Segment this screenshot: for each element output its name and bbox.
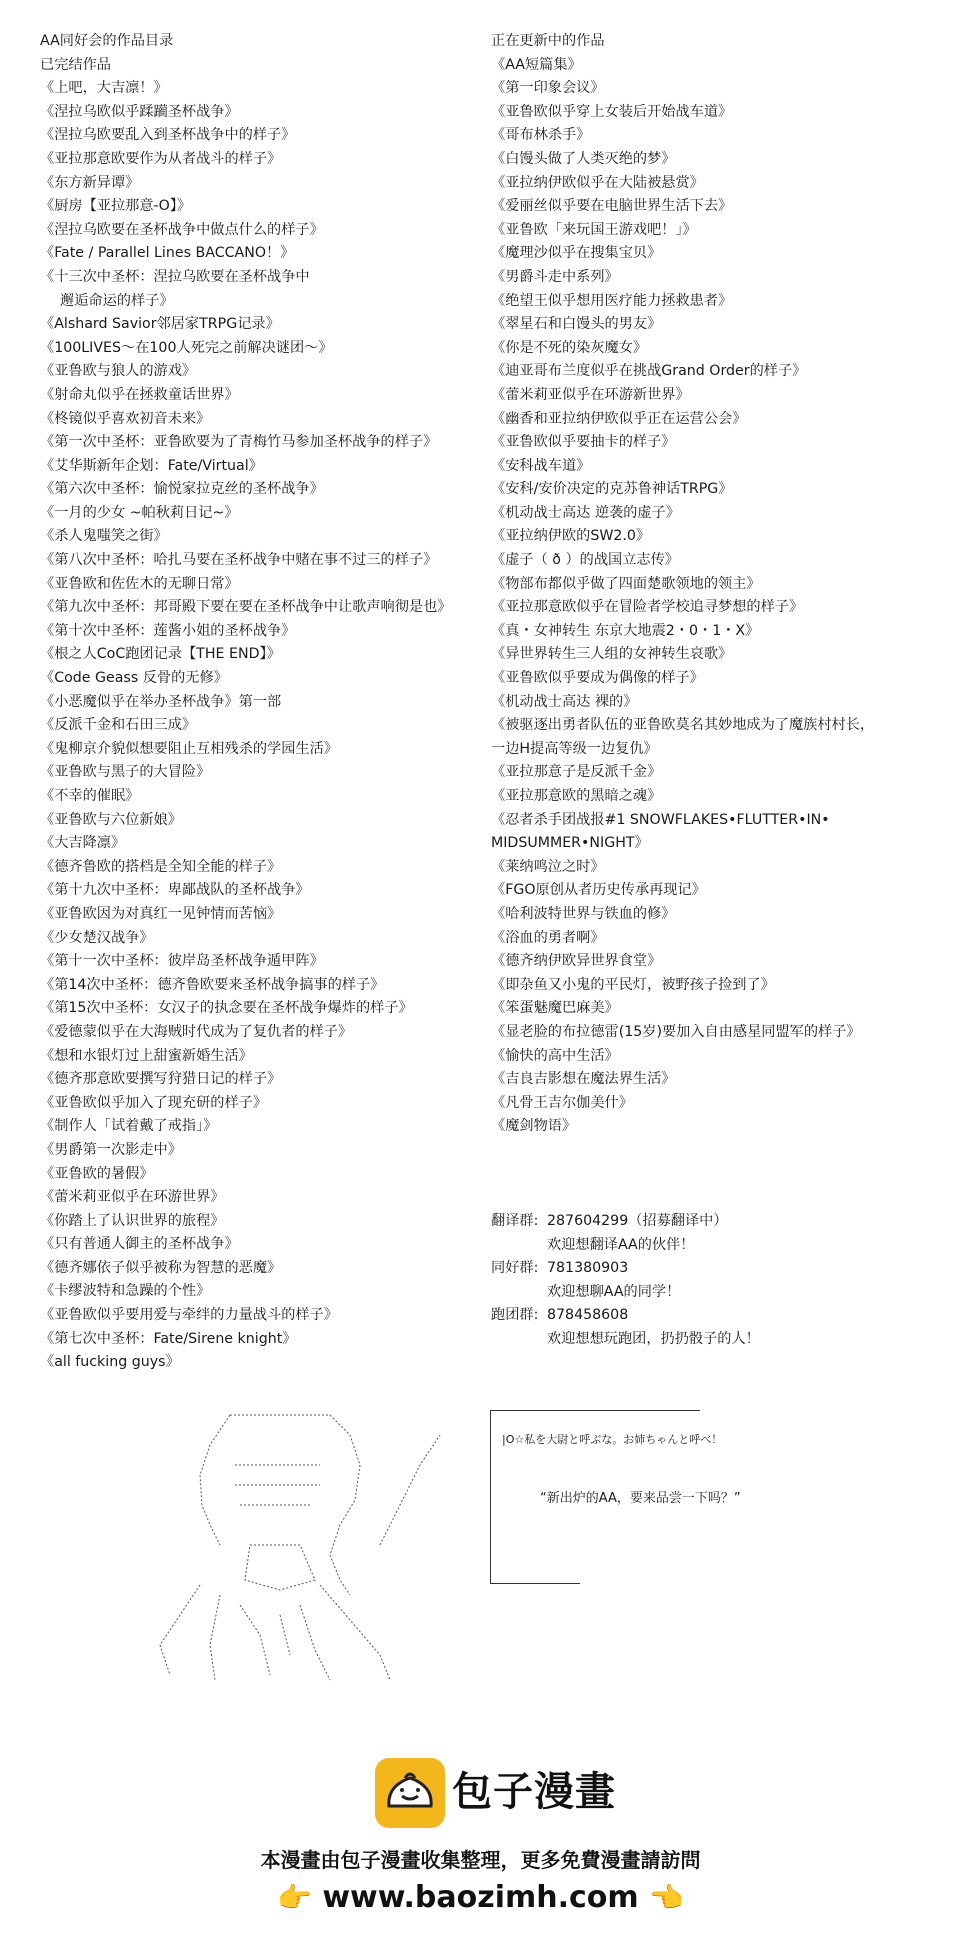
completed-work-item: 《射命丸似乎在拯救童话世界》 xyxy=(40,386,239,403)
ongoing-work-item: 《显老脸的布拉德雷(15岁)要加入自由感星同盟军的样子》 xyxy=(491,1023,861,1040)
collection-notice: 本漫畫由包子漫畫收集整理，更多免費漫畫請訪問 xyxy=(260,1848,701,1872)
figure-left-arm-stroke xyxy=(160,1585,220,1680)
completed-work-item: 《爱德蒙似乎在大海贼时代成为了复仇者的样子》 xyxy=(40,1023,353,1040)
completed-work-item: 《all fucking guys》 xyxy=(40,1354,180,1371)
completed-work-item: 《德齐娜依子似乎被称为智慧的恶魔》 xyxy=(40,1259,282,1276)
ongoing-works-column xyxy=(491,30,951,1139)
ongoing-work-item: 《爱丽丝似乎要在电脑世界生活下去》 xyxy=(491,198,733,215)
completed-work-item: 《涅拉乌欧似乎蹂躏圣杯战争》 xyxy=(40,103,239,120)
ongoing-work-heading: 正在更新中的作品 xyxy=(491,33,605,49)
completed-work-item: 《涅拉乌欧要在圣杯战争中做点什么的样子》 xyxy=(40,221,324,238)
completed-work-item: 《鬼柳京介貌似想要阻止互相残杀的学园生活》 xyxy=(40,740,338,757)
speech-box-bottom-border xyxy=(490,1583,580,1584)
completed-work-item: 《小恶魔似乎在举办圣杯战争》第一部 xyxy=(40,693,282,710)
ongoing-work-item: 《亚拉那意欧的黑暗之魂》 xyxy=(491,788,662,804)
ongoing-work-item: 《吉良吉影想在魔法界生活》 xyxy=(491,1071,676,1088)
completed-work-item: 《不幸的催眠》 xyxy=(40,788,140,804)
completed-work-item: 《100LIVES～在100人死完之前解决谜团～》 xyxy=(40,339,333,356)
completed-work-item: 《第十次中圣杯：莲酱小姐的圣杯战争》 xyxy=(40,622,296,639)
translate-group-number: 287604299（招募翻译中） xyxy=(547,1213,728,1229)
figure-hair-left-stroke xyxy=(200,1415,230,1545)
completed-work-item: 《蕾米莉亚似乎在环游世界》 xyxy=(40,1189,225,1206)
figure-speech-pointer xyxy=(380,1435,440,1545)
completed-work-item: 《涅拉乌欧要乱入到圣杯战争中的样子》 xyxy=(40,127,296,144)
completed-work-item: 《第14次中圣杯：德齐鲁欧要来圣杯战争搞事的样子》 xyxy=(40,976,385,993)
ongoing-work-item: 《虚子（ ð ）的战国立志传》 xyxy=(491,552,679,569)
speech-box-small-text: |O☆私を大尉と呼ぶな。お姉ちゃんと呼べ！ xyxy=(502,1433,723,1446)
completed-work-item: 《杀人鬼嗤笑之街》 xyxy=(40,528,168,545)
ongoing-work-item: 《即杂鱼又小鬼的平民灯，被野孩子捡到了》 xyxy=(491,976,775,993)
ongoing-work-item: 《第一印象会议》 xyxy=(491,80,605,97)
fan-group-number: 781380903 xyxy=(547,1260,629,1277)
ongoing-work-item: 《亚拉纳伊欧似乎在大陆被悬赏》 xyxy=(491,174,704,191)
completed-work-item: 《反派千金和石田三成》 xyxy=(40,717,197,734)
ongoing-work-item: 《亚鲁欧似乎穿上女装后开始战车道》 xyxy=(491,103,733,120)
completed-work-item: 《你踏上了认识世界的旅程》 xyxy=(40,1212,225,1229)
completed-work-item: 《Fate / Parallel Lines BACCANO！》 xyxy=(40,245,295,262)
completed-work-item: 《艾华斯新年企划：Fate/Virtual》 xyxy=(40,457,263,474)
completed-work-item: 《十三次中圣杯：涅拉乌欧要在圣杯战争中 xyxy=(40,268,310,285)
speech-box-top-border xyxy=(490,1410,700,1411)
trpg-group-message: 欢迎想想玩跑团，扔扔骰子的人！ xyxy=(547,1330,760,1347)
trpg-group-number: 878458608 xyxy=(547,1307,629,1324)
completed-work-item: 《上吧，大吉凛！》 xyxy=(40,80,168,97)
completed-work-item: 《少女楚汉战争》 xyxy=(40,929,154,946)
site-url-link[interactable]: www.baozimh.com xyxy=(322,1880,639,1915)
ongoing-work-item: 《凡骨王吉尔伽美什》 xyxy=(491,1094,633,1111)
ongoing-work-item: 《浴血的勇者啊》 xyxy=(491,929,605,946)
figure-lower-strokes xyxy=(240,1605,290,1675)
ongoing-work-item: 《幽香和亚拉纳伊欧似乎正在运营公会》 xyxy=(491,410,747,427)
completed-work-item: 《男爵第一次影走中》 xyxy=(40,1141,182,1158)
ongoing-work-item: 《你是不死的染灰魔女》 xyxy=(491,339,648,356)
figure-body-stroke xyxy=(245,1545,315,1590)
completed-work-item: 《想和水银灯过上甜蜜新婚生活》 xyxy=(40,1047,253,1064)
ongoing-work-item: 《亚拉纳伊欧的SW2.0》 xyxy=(491,528,651,545)
ongoing-work-item: 《异世界转生三人组的女神转生哀歌》 xyxy=(491,646,733,663)
ongoing-work-item: 《安科/安价决定的克苏鲁神话TRPG》 xyxy=(491,481,733,498)
ongoing-work-item: 《亚拉那意子是反派千金》 xyxy=(491,764,662,781)
figure-right-side-stroke xyxy=(300,1585,390,1680)
ongoing-work-item: 《男爵斗走中系列》 xyxy=(491,268,619,285)
completed-work-item: 已完结作品 xyxy=(40,56,111,73)
completed-work-item: 《第七次中圣杯：Fate/Sirene knight》 xyxy=(40,1330,297,1347)
ongoing-work-item: 《被驱逐出勇者队伍的亚鲁欧莫名其妙地成为了魔族村村长， xyxy=(491,717,875,734)
ongoing-work-item: 《哥布林杀手》 xyxy=(491,127,591,144)
speech-box-left-border xyxy=(490,1410,491,1583)
trpg-group-label: 跑团群: xyxy=(491,1307,539,1324)
ongoing-work-item: 《哈利波特世界与铁血的修》 xyxy=(491,905,676,922)
completed-work-item: 《第十一次中圣杯：彼岸岛圣杯战争遁甲阵》 xyxy=(40,953,324,970)
ongoing-work-item: 《物部布都似乎做了四面楚歌领地的领主》 xyxy=(491,575,761,592)
completed-work-item: 《Code Geass 反骨的无修》 xyxy=(40,670,228,687)
ongoing-work-item: 《愉快的高中生活》 xyxy=(491,1047,619,1064)
completed-work-item: 《第一次中圣杯：亚鲁欧要为了青梅竹马参加圣杯战争的样子》 xyxy=(40,434,438,451)
ongoing-work-item: 《忍者杀手团战报#1 SNOWFLAKES•FLUTTER•IN• xyxy=(491,811,830,828)
completed-works-column xyxy=(40,30,480,1375)
pointing-left-icon: 👈 xyxy=(649,1881,685,1914)
completed-work-item: 《根之人CoC跑团记录【THE END】》 xyxy=(40,646,281,663)
completed-work-heading: AA同好会的作品目录 xyxy=(40,33,174,49)
pointing-right-icon: 👉 xyxy=(276,1881,312,1914)
ongoing-work-item: 《迪亚哥布兰度似乎在挑战Grand Order的样子》 xyxy=(491,363,807,380)
completed-work-item: 《柊镜似乎喜欢初音未来》 xyxy=(40,410,211,427)
ongoing-work-item: 《翠星石和白馒头的男友》 xyxy=(491,316,662,333)
completed-work-item: 《一月的少女 ~帕秋莉日记~》 xyxy=(40,504,239,521)
ongoing-work-item: 《莱纳鸣泣之时》 xyxy=(491,858,605,875)
completed-work-item: 《只有普通人御主的圣杯战争》 xyxy=(40,1236,239,1253)
completed-work-item: 《大吉降凛》 xyxy=(40,835,126,852)
completed-work-item: 《亚鲁欧与狼人的游戏》 xyxy=(40,363,197,380)
ongoing-work-item: MIDSUMMER•NIGHT》 xyxy=(491,835,649,852)
completed-work-item: 《亚鲁欧的暑假》 xyxy=(40,1165,154,1182)
ongoing-work-item: 《白馒头做了人类灭绝的梦》 xyxy=(491,150,676,167)
ongoing-work-item: 《安科战车道》 xyxy=(491,457,591,474)
ascii-art-figure xyxy=(140,1405,460,1685)
completed-work-item: 《亚鲁欧和佐佐木的无聊日常》 xyxy=(40,575,239,592)
ongoing-work-item: 《FGO原创从者历史传承再现记》 xyxy=(491,882,706,899)
ongoing-work-item: 一边H提高等级一边复仇》 xyxy=(491,740,658,757)
ongoing-work-item: 《蕾米莉亚似乎在环游新世界》 xyxy=(491,386,690,403)
completed-work-item: 《东方新异谭》 xyxy=(40,174,140,191)
completed-work-item: 《德齐那意欧要撰写狩猎日记的样子》 xyxy=(40,1071,282,1088)
ongoing-work-item: 《魔剑物语》 xyxy=(491,1118,577,1135)
completed-work-item: 《制作人「试着戴了戒指」》 xyxy=(40,1118,218,1135)
completed-work-item: 《德齐鲁欧的搭档是全知全能的样子》 xyxy=(40,858,282,875)
fan-group-label: 同好群: xyxy=(491,1260,539,1277)
brand-footer xyxy=(0,1750,961,1940)
completed-work-item: 《第六次中圣杯：愉悦家拉克丝的圣杯战争》 xyxy=(40,481,324,498)
figure-face-strokes xyxy=(235,1465,320,1505)
completed-work-item: 《亚鲁欧因为对真红一见钟情而苦恼》 xyxy=(40,905,282,922)
ongoing-work-item: 《笨蛋魅魔巴麻美》 xyxy=(491,1000,619,1017)
ongoing-work-item: 《亚鲁欧似乎要抽卡的样子》 xyxy=(491,434,676,451)
brand-name: 包子漫畫 xyxy=(452,1769,616,1815)
completed-work-item: 《第九次中圣杯：邦哥殿下要在要在圣杯战争中让歌声响彻是也》 xyxy=(40,599,452,616)
completed-work-item: 《第八次中圣杯：哈扎马要在圣杯战争中赌在事不过三的样子》 xyxy=(40,552,438,569)
ongoing-work-item: 《AA短篇集》 xyxy=(491,56,582,73)
ongoing-work-item: 《机动战士高达 裸的》 xyxy=(491,693,638,710)
ongoing-work-item: 《真・女神转生 东京大地震2・0・1・X》 xyxy=(491,622,760,639)
site-url-row xyxy=(0,1880,961,1915)
completed-work-item: 《亚鲁欧与黑子的大冒险》 xyxy=(40,764,211,781)
completed-work-item: 《第15次中圣杯：女汉子的执念要在圣杯战争爆炸的样子》 xyxy=(40,1000,413,1017)
ongoing-work-item: 《亚鲁欧似乎要成为偶像的样子》 xyxy=(491,670,704,687)
completed-work-item: 《亚鲁欧与六位新娘》 xyxy=(40,811,182,828)
ongoing-work-item: 《魔理沙似乎在搜集宝贝》 xyxy=(491,245,662,262)
completed-work-item: 《第十九次中圣杯：卑鄙战队的圣杯战争》 xyxy=(40,882,310,899)
ongoing-work-item: 《亚鲁欧「来玩国王游戏吧！」》 xyxy=(491,221,697,238)
speech-box-quote: “新出炉的AA，要来品尝一下吗？” xyxy=(540,1491,741,1506)
baozi-logo-icon xyxy=(375,1758,445,1828)
completed-work-item: 《亚拉那意欧要作为从者战斗的样子》 xyxy=(40,150,282,167)
ongoing-work-item: 《绝望王似乎想用医疗能力拯救患者》 xyxy=(491,292,733,309)
speech-box xyxy=(490,1405,741,1595)
completed-work-item: 《亚鲁欧似乎加入了现充研的样子》 xyxy=(40,1094,268,1111)
completed-work-item: 《厨房【亚拉那意-O】》 xyxy=(40,198,192,215)
ongoing-work-item: 《亚拉那意欧似乎在冒险者学校追寻梦想的样子》 xyxy=(491,599,804,616)
fan-group-message: 欢迎想聊AA的同学！ xyxy=(547,1283,681,1300)
completed-work-item: 《卡缪波特和急躁的个性》 xyxy=(40,1283,211,1300)
completed-work-item: 《亚鲁欧似乎要用爱与牵绊的力量战斗的样子》 xyxy=(40,1307,338,1324)
ongoing-work-item: 《机动战士高达 逆袭的虚子》 xyxy=(491,504,680,521)
completed-work-item: 《Alshard Savior邻居家TRPG记录》 xyxy=(40,316,280,333)
completed-work-item: 邂逅命运的样子》 xyxy=(60,292,174,309)
translate-group-message: 欢迎想翻译AA的伙伴！ xyxy=(547,1236,695,1253)
translate-group-label: 翻译群: xyxy=(491,1213,539,1229)
ongoing-work-item: 《德齐纳伊欧异世界食堂》 xyxy=(491,953,662,970)
